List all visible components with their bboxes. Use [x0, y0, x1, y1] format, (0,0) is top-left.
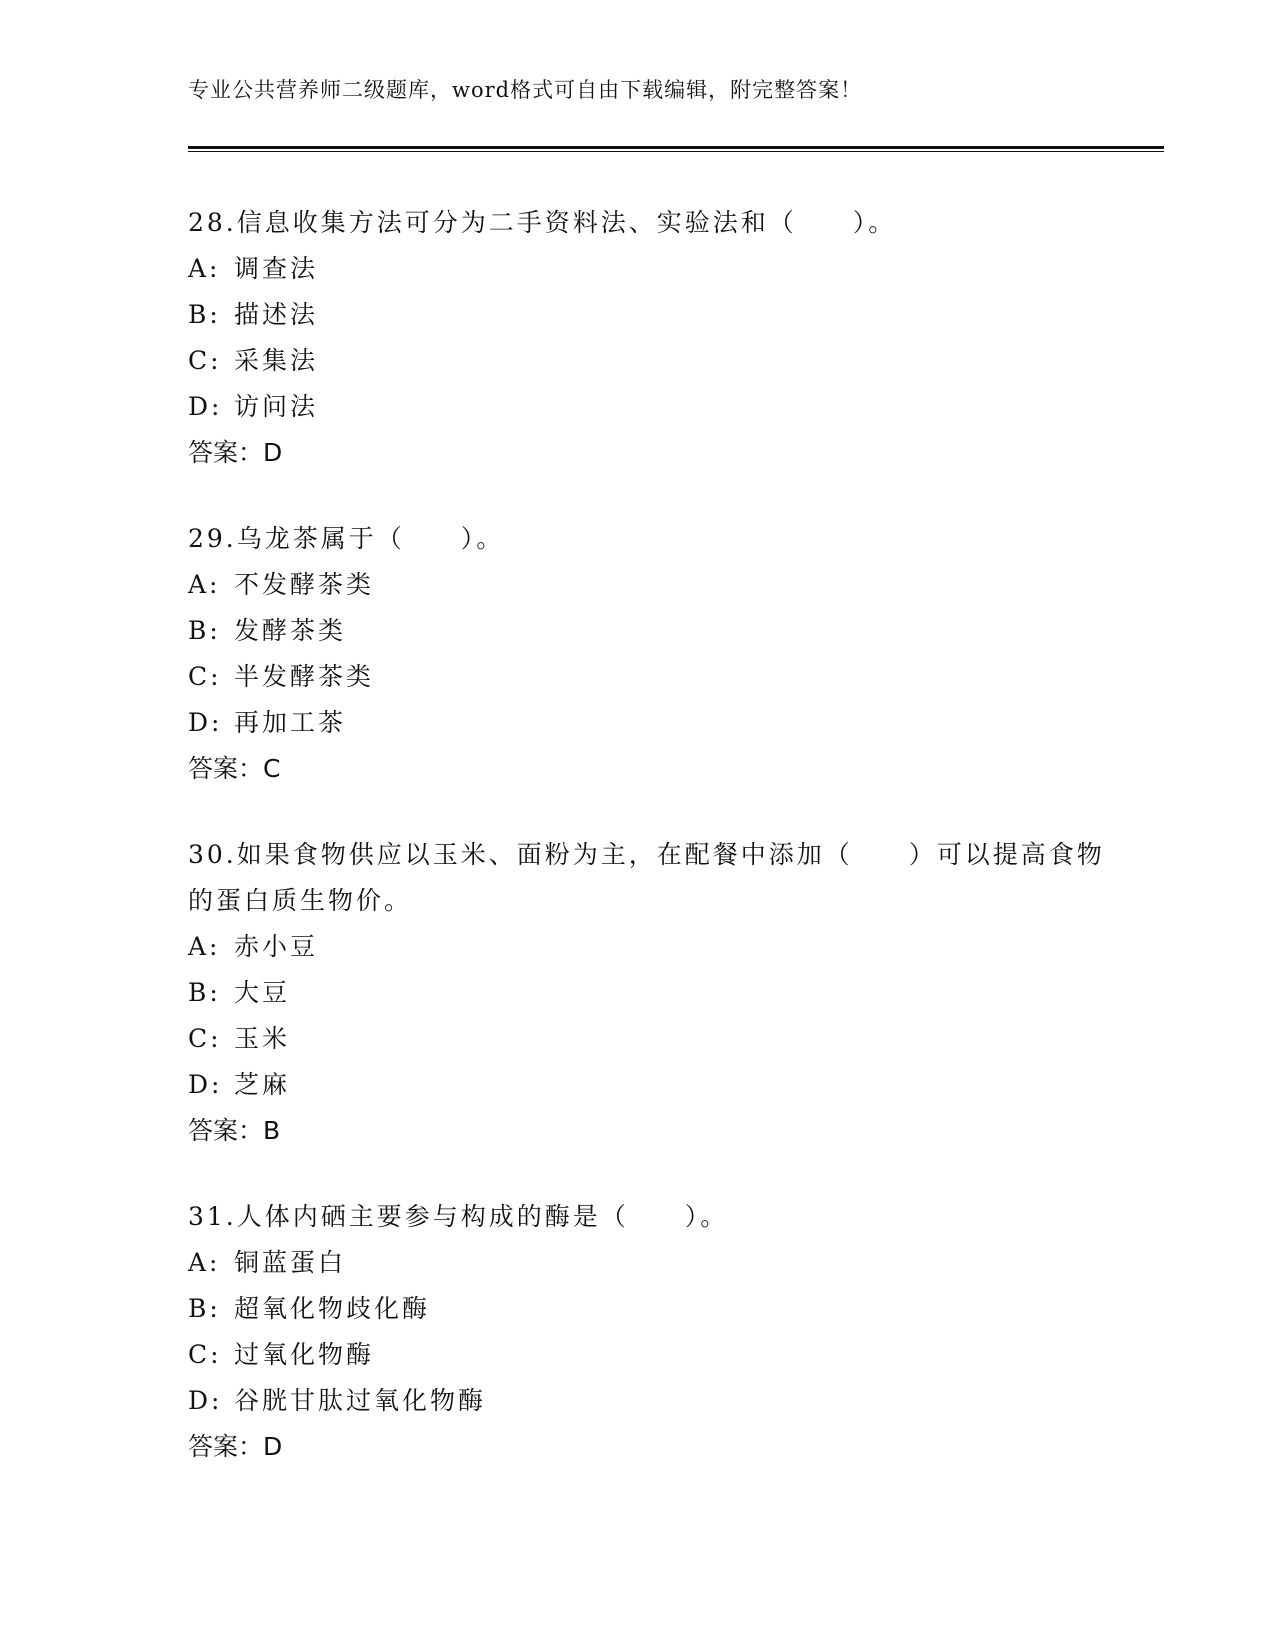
option-letter: C:	[188, 662, 222, 691]
option-letter: A:	[188, 570, 221, 599]
option-text: 玉米	[234, 1024, 291, 1053]
option-a	[188, 562, 1108, 608]
option-text: 再加工茶	[234, 708, 347, 737]
answer-line: 答案：B	[188, 1116, 281, 1145]
question-stem: 28.信息收集方法可分为二手资料法、实验法和（ ）。	[188, 208, 897, 237]
header-divider	[188, 146, 1164, 149]
question-28	[188, 200, 1108, 476]
option-letter: A:	[188, 932, 221, 961]
option-text: 半发酵茶类	[234, 662, 375, 691]
option-letter: D:	[188, 392, 223, 421]
option-d	[188, 384, 1108, 430]
option-b	[188, 970, 1108, 1016]
option-letter: A:	[188, 254, 221, 283]
option-text: 铜蓝蛋白	[234, 1248, 347, 1277]
answer-line: 答案：D	[188, 438, 283, 467]
option-a	[188, 246, 1108, 292]
question-31	[188, 1194, 1108, 1470]
option-b	[188, 292, 1108, 338]
question-stem: 30.如果食物供应以玉米、面粉为主，在配餐中添加（ ）可以提高食物的蛋白质生物价。	[188, 840, 1105, 915]
option-letter: B:	[188, 616, 221, 645]
answer-line: 答案：C	[188, 754, 281, 783]
option-d	[188, 1378, 1108, 1424]
option-text: 超氧化物歧化酶	[234, 1294, 431, 1323]
option-text: 不发酵茶类	[234, 570, 375, 599]
option-letter: C:	[188, 1024, 222, 1053]
option-letter: B:	[188, 978, 221, 1007]
option-b	[188, 1286, 1108, 1332]
option-letter: B:	[188, 300, 221, 329]
option-letter: B:	[188, 1294, 221, 1323]
question-stem: 29.乌龙茶属于（ ）。	[188, 524, 505, 553]
option-d	[188, 700, 1108, 746]
option-text: 赤小豆	[234, 932, 319, 961]
option-text: 发酵茶类	[234, 616, 347, 645]
option-letter: D:	[188, 1386, 223, 1415]
option-c	[188, 338, 1108, 384]
option-text: 调查法	[234, 254, 319, 283]
answer-line: 答案：D	[188, 1432, 283, 1461]
option-letter: D:	[188, 708, 223, 737]
question-29	[188, 516, 1108, 792]
option-text: 过氧化物酶	[234, 1340, 375, 1369]
option-a	[188, 1240, 1108, 1286]
option-b	[188, 608, 1108, 654]
option-text: 大豆	[234, 978, 291, 1007]
question-stem: 31.人体内硒主要参与构成的酶是（ ）。	[188, 1202, 729, 1231]
page-header: 专业公共营养师二级题库，word格式可自由下载编辑，附完整答案！	[188, 78, 863, 102]
option-letter: A:	[188, 1248, 221, 1277]
header-divider-thin	[188, 151, 1164, 152]
option-letter: C:	[188, 346, 222, 375]
option-text: 采集法	[234, 346, 319, 375]
option-text: 芝麻	[234, 1070, 291, 1099]
option-c	[188, 1332, 1108, 1378]
option-d	[188, 1062, 1108, 1108]
option-text: 谷胱甘肽过氧化物酶	[234, 1386, 487, 1415]
option-text: 描述法	[234, 300, 319, 329]
option-c	[188, 654, 1108, 700]
option-c	[188, 1016, 1108, 1062]
option-a	[188, 924, 1108, 970]
option-letter: C:	[188, 1340, 222, 1369]
option-text: 访问法	[234, 392, 319, 421]
question-30	[188, 832, 1108, 1154]
option-letter: D:	[188, 1070, 223, 1099]
